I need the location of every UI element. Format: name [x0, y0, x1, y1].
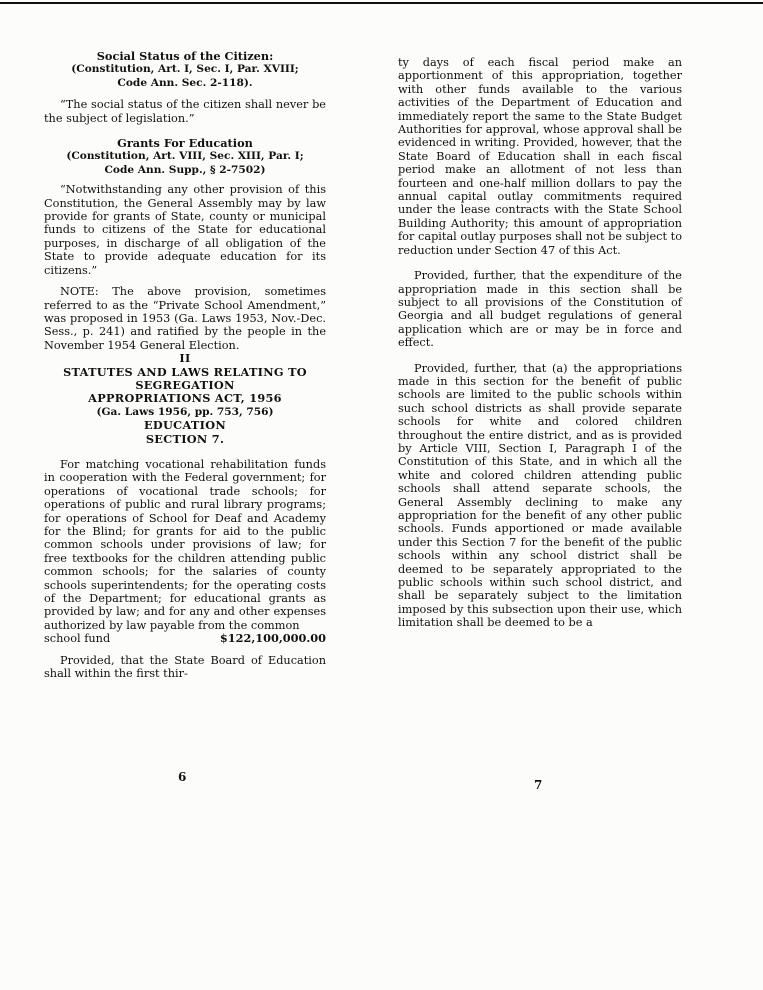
- note-paragraph: NOTE: The above provision, sometimes referred to as the “Private School Amendment,” was proposed in 1953 (Ga. Laws 1953, Nov.-Dec. Sess., p. 241) and ratified by the people in the November 1954 General Election.: [44, 285, 326, 352]
- right-column: [398, 56, 682, 630]
- scan-top-border: [0, 2, 763, 4]
- section-title: Social Status of the Citizen:: [96, 49, 274, 63]
- grants-citation-2: Code Ann. Supp., § 2-7502): [104, 163, 266, 176]
- statutes-heading: STATUTES AND LAWS RELATING TO: [63, 364, 307, 379]
- appropriation-body: For matching vocational rehabilitation funds in cooperation with the Federal government; for operations of vocational trade schools; for operations of public and rural library programs; for operations of School for Deaf and Academy for the Blind; for grants for aid to the public common schools under provisions of law; for free textbooks for the children attending public common schools; for the salaries of county schools superintendents; for the operating costs of the Department; for educational grants as provided by law; and for any and other expenses authorized by law payable from the common: [44, 457, 326, 632]
- statutes-heading-2: SEGREGATION: [135, 377, 235, 392]
- fund-label: school fund: [44, 632, 111, 646]
- grants-citation: (Constitution, Art. VIII, Sec. XIII, Par. I;: [66, 150, 304, 163]
- grants-quote: “Notwithstanding any other provision of this Constitution, the General Assembly may by law provide for grants of State, county or municipal funds to citizens of the State for educational purposes, in discharge of all obligation of the State to provide adequate education for its citizens.”: [44, 183, 326, 277]
- grants-heading: Grants For Education: [117, 136, 253, 151]
- act-heading: APPROPRIATIONS ACT, 1956: [88, 391, 282, 406]
- act-citation: (Ga. Laws 1956, pp. 753, 756): [96, 405, 274, 418]
- left-column: [44, 50, 326, 680]
- provided-paragraph: Provided, that the State Board of Education shall within the first thir-: [44, 653, 326, 681]
- section-citation: (Constitution, Art. I, Sec. I, Par. XVIII;: [71, 63, 299, 76]
- fund-line: [44, 632, 326, 645]
- expenditure-paragraph: Provided, further, that the expenditure of the appropriation made in this section shall be subject to all provisions of the Constitution of Georgia and all budget regulations of general application which are or may be in force and effect.: [398, 269, 682, 350]
- section-number: SECTION 7.: [145, 431, 225, 446]
- education-heading: EDUCATION: [144, 418, 226, 433]
- page-number-right: 7: [534, 778, 543, 792]
- fund-amount: $122,100,000.00: [219, 631, 326, 646]
- constitution-quote: “The social status of the citizen shall never be the subject of legislation.”: [44, 98, 326, 125]
- apportionment-paragraph: ty days of each fiscal period make an apportionment of this appropriation, together with other funds available to the various activities of the Department of Education and immediately report the same to the State Budget Authorities for approval, whose approval shall be evidenced in writing. Provided, however, that the State Board of Education shall in each fiscal period make an allotment of not less than fourteen and one-half million dollars to pay the annual capital outlay commitments required under the lease contracts with the State School Building Authority; this amount of appropriation for capital outlay purposes shall not be subject to reduction under Section 47 of this Act.: [398, 56, 682, 257]
- limitation-paragraph: Provided, further, that (a) the appropriations made in this section for the benefit of public schools are limited to the public schools within such school districts as shall provide separate schools for white and colored children throughout the entire district, and as is provided by Article VIII, Section I, Paragraph I of the Constitution of this State, and in which all the white and colored children attending public schools shall attend separate schools, the General Assembly declining to make any appropriation for the benefit of any other public schools. Funds apportioned or made available under this Section 7 for the benefit of the public schools within any school district shall be deemed to be separately appropriated to the public schools within such school district, and shall be separately subject to the limitation imposed by this subsection upon their use, which limitation shall be deemed to be a: [398, 361, 682, 630]
- roman-numeral: II: [179, 351, 191, 366]
- page-number-left: 6: [178, 770, 187, 784]
- section-citation-2: Code Ann. Sec. 2-118).: [117, 76, 253, 89]
